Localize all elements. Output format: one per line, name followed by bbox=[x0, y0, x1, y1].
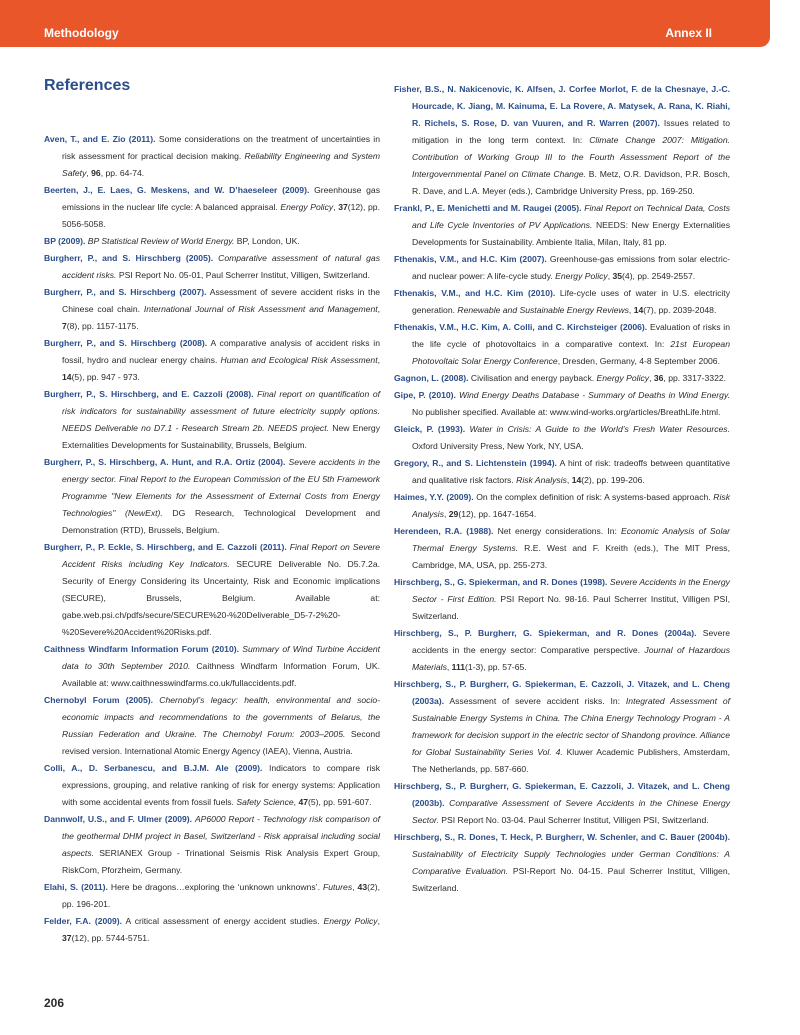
reference-text: 21st European Photovoltaic Solar Energy Conference bbox=[412, 339, 730, 366]
reference-authors: Hirschberg, S., P. Burgherr, G. Spiekerman, E. Cazzoli, J. Vitazek, and L. Cheng (2003a). bbox=[394, 679, 730, 706]
reference-text: Economic Analysis of Solar Thermal Energy Systems. bbox=[412, 526, 730, 553]
reference-authors: Burgherr, P., and S. Hirschberg (2008). bbox=[44, 338, 208, 348]
reference-entry bbox=[44, 284, 380, 335]
reference-authors: Gregory, R., and S. Lichtenstein (1994). bbox=[394, 458, 557, 468]
reference-text: Evaluation of risks in the life cycle of photovoltaics in a comparative context. In: bbox=[412, 322, 730, 349]
reference-text: 37 bbox=[338, 202, 348, 212]
reference-authors: Fthenakis, V.M., H.C. Kim, A. Colli, and C. Kirchsteiger (2006). bbox=[394, 322, 648, 332]
reference-entry bbox=[44, 233, 380, 250]
reference-text: 29 bbox=[448, 509, 459, 519]
reference-text: (2), pp. 196-201. bbox=[62, 882, 380, 909]
reference-text: Severe accidents in the energy sector: Comparative perspective. bbox=[412, 628, 730, 655]
reference-text: Second revised version. International Atomic Energy Agency (IAEA), Vienna, Austria. bbox=[62, 729, 380, 756]
reference-authors: Gleick, P. (1993). bbox=[394, 424, 466, 434]
reference-text: SECURE Deliverable No. D5.7.2a. Security of Energy Considering its Uncertainty, Risk and Economic implications (SECURE), Brussels, Belgium. Available at: gabe.web.psi.ch/pdfs/secure/SECURE%20-%20Deliverable_D5-7-2%20-%20Severe%20Accident%20Risks.pdf. bbox=[62, 559, 380, 637]
reference-text: (12), pp. 5744-5751. bbox=[71, 933, 150, 943]
reference-entry bbox=[44, 641, 380, 692]
reference-authors: Frankl, P., E. Menichetti and M. Raugei (2005). bbox=[394, 203, 582, 213]
reference-authors: Burgherr, P., P. Eckle, S. Hirschberg, and E. Cazzoli (2011). bbox=[44, 542, 287, 552]
section-title: Methodology bbox=[44, 26, 119, 40]
annex-label: Annex II bbox=[665, 26, 712, 40]
reference-entry bbox=[44, 250, 380, 284]
reference-text: 111 bbox=[451, 662, 466, 672]
reference-authors: BP (2009). bbox=[44, 236, 86, 246]
reference-text: Comparative Assessment of Severe Accidents in the Chinese Energy Sector. bbox=[412, 798, 730, 825]
reference-authors: Chernobyl Forum (2005). bbox=[44, 695, 153, 705]
reference-text: Caithness Windfarm Information Forum, UK. Available at: www.caithnesswindfarms.co.uk/fullaccidents.pdf. bbox=[62, 661, 381, 688]
reference-entry bbox=[44, 811, 380, 879]
reference-text: Sustainability of Electricity Supply Technologies under German Conditions: A Comparative Evaluation. bbox=[412, 849, 730, 876]
reference-authors: Burgherr, P., S. Hirschberg, A. Hunt, and R.A. Ortiz (2004). bbox=[44, 457, 286, 467]
reference-text: Futures bbox=[322, 882, 353, 892]
reference-text: 47 bbox=[298, 797, 309, 807]
reference-text: PSI-Report No. 04-15. Paul Scherrer Institut, Villigen, Switzerland. bbox=[412, 866, 730, 893]
reference-text: Severe Accidents in the Energy Sector - First Edition. bbox=[412, 577, 730, 604]
reference-text: , bbox=[333, 202, 339, 212]
header-bar bbox=[0, 0, 770, 47]
reference-entry bbox=[394, 523, 730, 574]
reference-entry bbox=[394, 319, 730, 370]
reference-text: PSI Report No. 05-01, Paul Scherrer Institut, Villigen, Switzerland. bbox=[116, 270, 370, 280]
reference-text: Greenhouse-gas emissions from solar electric- and nuclear power: A life-cycle study. bbox=[412, 254, 731, 281]
reference-text: Indicators to compare risk expressions, grouping, and relative ranking of risk for energy systems: Application with some accidental events from fossil fuels. bbox=[62, 763, 381, 807]
reference-entry bbox=[44, 454, 380, 539]
reference-entry bbox=[394, 489, 730, 523]
reference-text: PSI Report No. 98-16. Paul Scherrer Institut, Villigen PSI, Switzerland. bbox=[412, 594, 730, 621]
references-heading: References bbox=[44, 77, 131, 94]
reference-authors: Fthenakis, V.M., and H.C. Kim (2007). bbox=[394, 254, 547, 264]
reference-text: , bbox=[446, 662, 452, 672]
references-right-column bbox=[394, 81, 730, 897]
reference-text: Human and Ecological Risk Assessment bbox=[220, 355, 378, 365]
reference-authors: Burgherr, P., and S. Hirschberg (2005). bbox=[44, 253, 214, 263]
reference-text: , bbox=[377, 355, 380, 365]
reference-text: , bbox=[649, 373, 654, 383]
reference-text: DG Research, Technological Development and Demonstration (RTD), Brussels, Belgium. bbox=[62, 508, 380, 535]
reference-text: Summary of Wind Turbine Accident data to 30th September 2010. bbox=[62, 644, 380, 671]
reference-entry bbox=[394, 455, 730, 489]
reference-text: Journal of Hazardous Materials bbox=[412, 645, 731, 672]
reference-authors: Gagnon, L. (2008). bbox=[394, 373, 469, 383]
reference-authors: Burgherr, P., S. Hirschberg, and E. Cazzoli (2008). bbox=[44, 389, 254, 399]
reference-text: BP Statistical Review of World Energy. bbox=[87, 236, 235, 246]
reference-text: , bbox=[628, 305, 634, 315]
reference-text: Oxford University Press, New York, NY, USA. bbox=[412, 441, 584, 451]
reference-text: (12), pp. 1647-1654. bbox=[458, 509, 537, 519]
reference-entry bbox=[44, 879, 380, 913]
reference-entry bbox=[394, 421, 730, 455]
reference-entry bbox=[394, 200, 730, 251]
reference-text: Civilisation and energy payback. bbox=[468, 373, 597, 383]
reference-text: Issues related to mitigation in the long term context. In: bbox=[412, 118, 730, 145]
reference-authors: Haimes, Y.Y. (2009). bbox=[394, 492, 474, 502]
reference-text: Energy Policy bbox=[555, 271, 608, 281]
reference-text: Net energy considerations. In: bbox=[493, 526, 622, 536]
reference-text: Climate Change 2007: Mitigation. Contribution of Working Group III to the Fourth Assessment Report of the Intergovernmental Panel on Climate Change. bbox=[412, 135, 730, 179]
reference-authors: Hirschberg, S., R. Dones, T. Heck, P. Burgherr, W. Schenler, and C. Bauer (2004b). bbox=[394, 832, 730, 842]
reference-text: 14 bbox=[62, 372, 72, 382]
reference-text: , bbox=[377, 916, 380, 926]
reference-text: 43 bbox=[357, 882, 368, 892]
reference-text: , bbox=[377, 304, 380, 314]
reference-text: 14 bbox=[633, 305, 644, 315]
reference-entry bbox=[394, 829, 730, 897]
reference-text: PSI Report No. 03-04. Paul Scherrer Institut, Villigen PSI, Switzerland. bbox=[438, 815, 709, 825]
reference-text: Energy Policy bbox=[596, 373, 650, 383]
reference-text: Energy Policy bbox=[280, 202, 334, 212]
reference-text: 37 bbox=[62, 933, 72, 943]
reference-entry bbox=[394, 81, 730, 200]
reference-text: On the complex definition of risk: A systems-based approach. bbox=[473, 492, 714, 502]
reference-entry bbox=[44, 692, 380, 760]
reference-text: , Dresden, Germany, 4-8 September 2006. bbox=[557, 356, 720, 366]
reference-text: 14 bbox=[571, 475, 582, 485]
reference-text: Severe accidents in the energy sector. Final Report to the European Commission of the EU 5th Framework Programme "New Elements for the Assessment of External Costs from Energy Technologies" (NewExt). bbox=[62, 457, 380, 518]
reference-text: Chernobyl’s legacy: health, environmental and socio-economic impacts and recommendations to the governments of Belarus, the Russian Federation and Ukraine. The Chernobyl Forum: 2003–2005. bbox=[62, 695, 381, 739]
reference-text: 7 bbox=[62, 321, 67, 331]
reference-text: Final Report on Technical Data, Costs and Life Cycle Inventories of PV Applications. bbox=[412, 203, 731, 230]
reference-entry bbox=[44, 182, 380, 233]
reference-text: Water in Crisis: A Guide to the World’s Fresh Water Resources. bbox=[469, 424, 730, 434]
reference-text: Final report on quantification of risk indicators for sustainability assessment of future electricity supply options. NEEDS Deliverable no D7.1 - Research Stream 2b. NEEDS project. bbox=[62, 389, 381, 433]
reference-text: B. Metz, O.R. Davidson, P.R. Bosch, R. Dave, and L.A. Meyer (eds.), Cambridge University Press, pp. 169-250. bbox=[412, 169, 730, 196]
reference-text: SERIANEX Group - Trinational Seismis Risk Analysis Expert Group, RiskCom, Pforzheim, Germany. bbox=[62, 848, 380, 875]
reference-text: NEEDS: New Energy Externalities Developments for Sustainability. Ambiente Italia, Milan, Italy, 81 pp. bbox=[412, 220, 730, 247]
reference-authors: Caithness Windfarm Information Forum (2010). bbox=[44, 644, 239, 654]
reference-text: (5), pp. 947 - 973. bbox=[71, 372, 140, 382]
reference-text: A comparative analysis of accident risks in fossil, hydro and nuclear energy chains. bbox=[62, 338, 380, 365]
reference-text: 36 bbox=[653, 373, 664, 383]
reference-text: A critical assessment of energy accident studies. bbox=[122, 916, 324, 926]
reference-text: R.E. West and F. Kreith (eds.), The MIT Press, Cambridge, MA, USA, pp. 255-273. bbox=[412, 543, 730, 570]
reference-authors: Hirschberg, S., P. Burgherr, G. Spiekerman, E. Cazzoli, J. Vitazek, and L. Cheng (2003b). bbox=[394, 781, 730, 808]
reference-entry bbox=[394, 387, 730, 421]
reference-text: BP, London, UK. bbox=[234, 236, 300, 246]
reference-authors: Herendeen, R.A. (1988). bbox=[394, 526, 494, 536]
reference-entry bbox=[394, 778, 730, 829]
reference-text: 96 bbox=[91, 168, 101, 178]
reference-entry bbox=[44, 760, 380, 811]
reference-text: Final Report on Severe Accident Risks including Key Indicators. bbox=[62, 542, 381, 569]
reference-text: (12), pp. 5056-5058. bbox=[62, 202, 380, 229]
reference-authors: Beerten, J., E. Laes, G. Meskens, and W. D’haeseleer (2009). bbox=[44, 185, 310, 195]
reference-text: (1-3), pp. 57-65. bbox=[465, 662, 527, 672]
reference-text: (7), pp. 2039-2048. bbox=[643, 305, 717, 315]
reference-authors: Hirschberg, S., G. Spiekerman, and R. Dones (1998). bbox=[394, 577, 608, 587]
reference-text: Some considerations on the treatment of uncertainties in risk assessment for practical decision making. bbox=[62, 134, 380, 161]
reference-text: (8), pp. 1157-1175. bbox=[66, 321, 139, 331]
reference-text: 35 bbox=[612, 271, 623, 281]
reference-text: , bbox=[607, 271, 613, 281]
reference-entry bbox=[44, 913, 380, 947]
reference-text: , bbox=[444, 509, 449, 519]
reference-text: Kluwer Academic Publishers, Amsterdam, The Netherlands, pp. 587-660. bbox=[412, 747, 730, 774]
reference-authors: Fisher, B.S., N. Nakicenovic, K. Alfsen, J. Corfee Morlot, F. de la Chesnaye, J.-C. Hourcade, K. Jiang, M. Kainuma, E. La Rovere, A. Matysek, A. Rana, K. Riahi, R. Richels, S. Rose, D. van Vuuren, and R. Warren (2007). bbox=[394, 84, 730, 128]
reference-entry bbox=[44, 131, 380, 182]
reference-authors: Colli, A., D. Serbanescu, and B.J.M. Ale (2009). bbox=[44, 763, 263, 773]
reference-text: Risk Analysis bbox=[516, 475, 567, 485]
reference-text: Here be dragons…exploring the ‘unknown unknowns’. bbox=[107, 882, 323, 892]
reference-entry bbox=[394, 285, 730, 319]
reference-text: Safety Science bbox=[236, 797, 294, 807]
reference-entry bbox=[44, 539, 380, 641]
reference-text: , pp. 3317-3322. bbox=[663, 373, 727, 383]
reference-entry bbox=[394, 625, 730, 676]
reference-authors: Burgherr, P., and S. Hirschberg (2007). bbox=[44, 287, 207, 297]
reference-text: Life-cycle uses of water in U.S. electricity generation. bbox=[412, 288, 730, 315]
reference-text: (5), pp. 591-607. bbox=[308, 797, 372, 807]
reference-entry bbox=[394, 370, 730, 387]
reference-text: Energy Policy bbox=[323, 916, 378, 926]
reference-authors: Aven, T., and E. Zio (2011). bbox=[44, 134, 156, 144]
reference-text: International Journal of Risk Assessment and Management bbox=[143, 304, 378, 314]
reference-text: AP6000 Report - Technology risk comparison of the geothermal DHM project in Basel, Switzerland - Risk appraisal including social aspects. bbox=[62, 814, 380, 858]
references-left-column bbox=[44, 131, 380, 947]
reference-text: , bbox=[566, 475, 572, 485]
reference-entry bbox=[44, 386, 380, 454]
reference-entry bbox=[394, 676, 730, 778]
reference-text: Integrated Assessment of Sustainable Energy Systems in China. The China Energy Technology Program - A framework for decision support in the electric sector of Shandong province. Alliance for Global Sustainability Series Vol. 4. bbox=[412, 696, 730, 757]
reference-authors: Felder, F.A. (2009). bbox=[44, 916, 123, 926]
reference-text: , bbox=[86, 168, 92, 178]
page-number: 206 bbox=[44, 996, 65, 1010]
reference-text: No publisher specified. Available at: www.wind-works.org/articles/BreathLife.html. bbox=[412, 407, 721, 417]
reference-text: (4), pp. 2549-2557. bbox=[622, 271, 696, 281]
reference-entry bbox=[394, 251, 730, 285]
reference-text: , pp. 64-74. bbox=[100, 168, 145, 178]
reference-text: , bbox=[293, 797, 299, 807]
reference-text: (2), pp. 199-206. bbox=[581, 475, 645, 485]
reference-text: A hint of risk: tradeoffs between quantitative and qualitative risk factors. bbox=[412, 458, 730, 485]
reference-authors: Dannwolf, U.S., and F. Ulmer (2009). bbox=[44, 814, 193, 824]
reference-authors: Elahi, S. (2011). bbox=[44, 882, 108, 892]
reference-authors: Gipe, P. (2010). bbox=[394, 390, 456, 400]
reference-entry bbox=[394, 574, 730, 625]
reference-entry bbox=[44, 335, 380, 386]
reference-text: Renewable and Sustainable Energy Reviews bbox=[457, 305, 629, 315]
reference-text: , bbox=[352, 882, 358, 892]
reference-text: Assessment of severe accident risks in the Chinese coal chain. bbox=[62, 287, 380, 314]
reference-text: Assessment of severe accident risks. In: bbox=[444, 696, 626, 706]
reference-text: Risk Analysis bbox=[412, 492, 730, 519]
reference-authors: Hirschberg, S., P. Burgherr, G. Spiekerman, and R. Dones (2004a). bbox=[394, 628, 697, 638]
reference-text: Comparative assessment of natural gas accident risks. bbox=[62, 253, 381, 280]
reference-authors: Fthenakis, V.M., and H.C. Kim (2010). bbox=[394, 288, 556, 298]
reference-text: New Energy Externalities Developments for Sustainability, Brussels, Belgium. bbox=[62, 423, 380, 450]
reference-text: Reliability Engineering and System Safety bbox=[62, 151, 380, 178]
reference-text: Wind Energy Deaths Database - Summary of Deaths in Wind Energy. bbox=[459, 390, 730, 400]
reference-text: Greenhouse gas emissions in the nuclear life cycle: A balanced appraisal. bbox=[62, 185, 380, 212]
